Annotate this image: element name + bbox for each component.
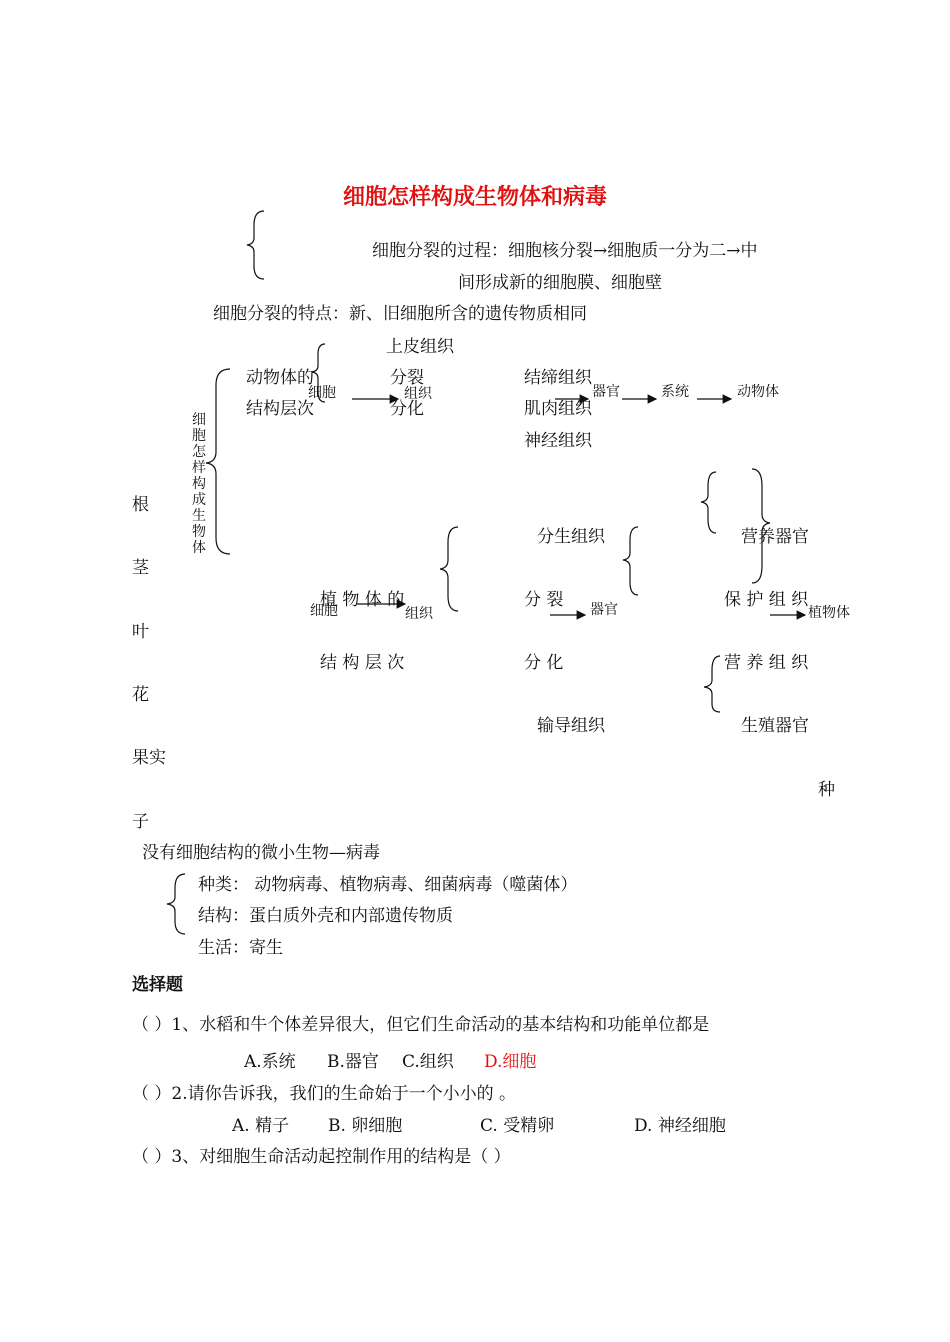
animal-tissue-connective: 结缔组织 [524,368,592,388]
animal-body: 动物体 [737,384,779,400]
plant-nutrient-tissue: 营 养 组 织 [724,653,809,673]
organ-stem: 茎 [132,558,149,578]
plant-label-2: 结 构 层 次 [320,653,405,673]
organ-fruit: 果实 [132,748,166,768]
animal-split: 分裂 [390,368,424,388]
division-process-line-1: 细胞分裂的过程：细胞核分裂→细胞质一分为二→中 [372,241,758,261]
virus-structure: 结构：蛋白质外壳和内部遗传物质 [198,906,453,926]
virus-heading: 没有细胞结构的微小生物—病毒 [142,843,380,863]
animal-organ: 器官 [592,384,620,400]
q2-option-b: B. 卵细胞 [328,1116,403,1136]
q2-option-d: D. 神经细胞 [634,1116,726,1136]
quiz-heading: 选择题 [132,975,183,995]
organ-leaf: 叶 [132,622,149,642]
division-process-line-2: 间形成新的细胞膜、细胞壁 [458,273,662,293]
animal-cell: 细胞 [308,385,336,401]
brace-plant-1 [440,527,458,611]
brace-plant-5 [704,656,720,712]
question-1: （ ）1、水稻和牛个体差异很大，但它们生命活动的基本结构和功能单位都是 [132,1015,710,1035]
q2-option-c: C. 受精卵 [480,1116,555,1136]
brace-division [247,211,264,279]
animal-tissue-epithelial: 上皮组织 [386,337,454,357]
q1-answer: D.细胞 [484,1052,537,1072]
plant-body: 植物体 [808,605,850,621]
animal-label-2: 结构层次 [246,399,314,419]
organ-root: 根 [132,495,149,515]
division-feature: 细胞分裂的特点：新、旧细胞所含的遗传物质相同 [213,304,587,324]
plant-vegetative-organ: 营养器官 [741,527,809,547]
brace-plant-2 [623,527,638,595]
brace-virus [167,874,185,934]
plant-meristem: 分生组织 [537,527,605,547]
animal-tissue-nerve: 神经组织 [524,431,592,451]
brace-plant-4 [752,469,770,583]
plant-organ: 器官 [590,602,618,618]
question-2: （ ）2.请你告诉我，我们的生命始于一个小小的 。 [132,1084,517,1104]
animal-tissue-muscle: 肌肉组织 [524,399,592,419]
page-title: 细胞怎样构成生物体和病毒 [342,184,607,210]
plant-tissue: 组织 [405,606,433,622]
organ-flower: 花 [132,685,149,705]
animal-tissue: 组织 [404,386,432,402]
animal-system: 系统 [661,384,689,400]
organ-seed-part-1: 种 [818,780,835,800]
question-3: （ ）3、对细胞生命活动起控制作用的结构是（ ） [132,1147,511,1167]
virus-types: 种类： 动物病毒、植物病毒、细菌病毒（噬菌体） [198,875,578,895]
q2-option-a: A. 精子 [232,1116,290,1136]
organ-seed-part-2: 子 [132,812,149,832]
plant-differ: 分 化 [524,653,564,673]
animal-differ: 分化 [390,399,424,419]
virus-life: 生活：寄生 [198,938,283,958]
plant-protective-tissue: 保 护 组 织 [724,590,809,610]
animal-label-1: 动物体的 [246,368,314,388]
plant-cell: 细胞 [310,603,338,619]
brace-plant-3 [701,472,716,533]
plant-conducting-tissue: 输导组织 [537,716,605,736]
plant-label-1: 植 物 体 的 [320,590,405,610]
plant-reproductive-organ: 生殖器官 [741,716,809,736]
q1-option-c: C.组织 [402,1052,454,1072]
q1-option-a: A.系统 [244,1052,296,1072]
brace-main [206,369,230,554]
q1-option-b: B.器官 [327,1052,379,1072]
side-label-vertical: 细胞怎样构成生物体 [192,412,206,556]
plant-split: 分 裂 [524,590,564,610]
